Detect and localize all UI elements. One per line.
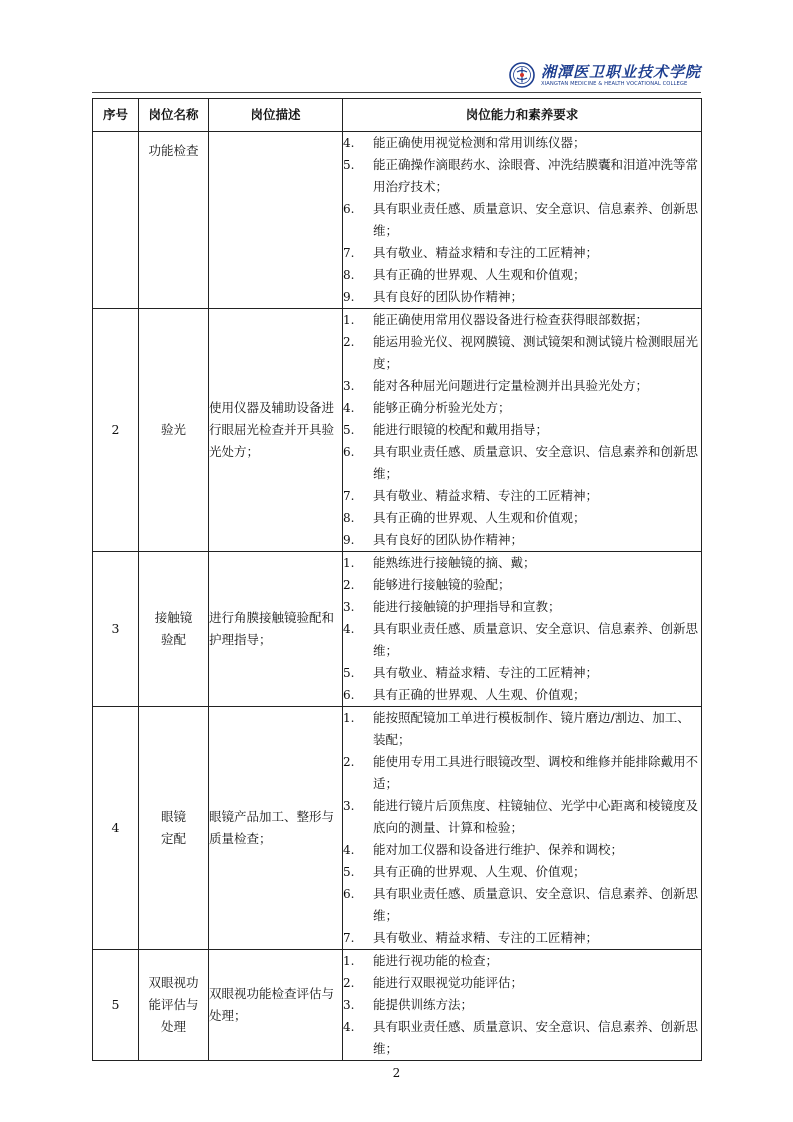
requirement-number: 6.	[343, 887, 355, 901]
page-number: 2	[392, 1066, 401, 1080]
requirement-number: 6.	[343, 445, 355, 459]
requirement-number: 3.	[343, 600, 355, 614]
requirement-number: 2.	[343, 578, 355, 592]
requirement-text: 能够进行接触镜的验配；	[373, 577, 511, 592]
requirement-item	[343, 950, 701, 972]
requirement-item	[343, 927, 701, 949]
requirement-number: 7.	[343, 931, 355, 945]
requirement-item	[343, 529, 701, 551]
job-name-line: 定配	[160, 831, 186, 846]
requirement-text: 具有正确的世界观、人生观和价值观；	[373, 510, 586, 525]
requirement-text: 具有职业责任感、质量意识、安全意识、信息素养和创新思维；	[373, 444, 699, 481]
requirement-text: 具有职业责任感、质量意识、安全意识、信息素养、创新思维；	[373, 201, 699, 238]
job-name-cell	[139, 950, 209, 1061]
row-number: 5	[93, 950, 139, 1061]
requirement-text: 具有正确的世界观、人生观和价值观；	[373, 267, 586, 282]
column-header-number: 序号	[93, 99, 139, 132]
requirement-number: 9.	[343, 533, 355, 547]
requirement-text: 能按照配镜加工单进行模板制作、镜片磨边/割边、加工、装配；	[373, 710, 690, 747]
requirement-item	[343, 264, 701, 286]
job-description-cell	[209, 309, 343, 552]
requirement-text: 能进行镜片后顶焦度、柱镜轴位、光学中心距离和棱镜度及底向的测量、计算和检验；	[373, 798, 699, 835]
requirement-number: 9.	[343, 290, 355, 304]
requirement-number: 3.	[343, 998, 355, 1012]
requirement-item	[343, 375, 701, 397]
requirement-item	[343, 242, 701, 264]
requirement-text: 具有良好的团队协作精神；	[373, 289, 524, 304]
school-logo	[509, 62, 701, 88]
job-name-line: 处理	[160, 1019, 186, 1034]
row-number: 4	[93, 707, 139, 950]
requirement-text: 具有敬业、精益求精、专注的工匠精神；	[373, 665, 599, 680]
job-description-text: 眼镜产品加工、整形与质量检查；	[209, 809, 335, 846]
requirement-item	[343, 618, 701, 662]
requirements-cell	[343, 132, 702, 309]
job-description-text: 双眼视功能检查评估与处理；	[209, 986, 335, 1023]
requirement-item	[343, 795, 701, 839]
column-header-requirements: 岗位能力和素养要求	[343, 99, 702, 132]
requirement-item	[343, 441, 701, 485]
column-header-job-description: 岗位描述	[209, 99, 343, 132]
requirement-text: 具有敬业、精益求精、专注的工匠精神；	[373, 488, 599, 503]
requirements-cell	[343, 950, 702, 1061]
requirements-cell	[343, 309, 702, 552]
requirement-number: 8.	[343, 268, 355, 282]
requirement-item	[343, 994, 701, 1016]
requirement-text: 能进行视功能的检查；	[373, 953, 499, 968]
job-name-cell	[139, 707, 209, 950]
job-requirements-table	[92, 98, 702, 1061]
requirement-number: 2.	[343, 976, 355, 990]
requirement-text: 能对加工仪器和设备进行维护、保养和调校；	[373, 842, 624, 857]
requirement-number: 6.	[343, 688, 355, 702]
requirement-item	[343, 751, 701, 795]
requirements-cell	[343, 707, 702, 950]
requirement-item	[343, 154, 701, 198]
requirement-number: 1.	[343, 711, 355, 725]
requirement-item	[343, 684, 701, 706]
job-description-cell	[209, 707, 343, 950]
requirement-item	[343, 574, 701, 596]
job-name-cell	[139, 552, 209, 707]
requirement-number: 1.	[343, 556, 355, 570]
job-name-line: 功能检查	[148, 143, 199, 158]
requirement-number: 5.	[343, 666, 355, 680]
column-header-job-name: 岗位名称	[139, 99, 209, 132]
requirement-text: 能进行眼镜的校配和戴用指导；	[373, 422, 549, 437]
table-row	[93, 309, 702, 552]
requirement-text: 具有职业责任感、质量意识、安全意识、信息素养、创新思维；	[373, 621, 699, 658]
requirement-text: 能使用专用工具进行眼镜改型、调校和维修并能排除戴用不适；	[373, 754, 699, 791]
requirement-text: 具有职业责任感、质量意识、安全意识、信息素养、创新思维；	[373, 1019, 699, 1056]
job-description-text: 进行角膜接触镜验配和护理指导；	[209, 610, 335, 647]
requirement-item	[343, 331, 701, 375]
requirement-text: 具有正确的世界观、人生观、价值观；	[373, 864, 586, 879]
requirement-number: 5.	[343, 158, 355, 172]
requirement-number: 2.	[343, 755, 355, 769]
requirement-text: 具有良好的团队协作精神；	[373, 532, 524, 547]
requirement-text: 具有正确的世界观、人生观、价值观；	[373, 687, 586, 702]
requirement-text: 能熟练进行接触镜的摘、戴；	[373, 555, 536, 570]
table-header-row	[93, 99, 702, 132]
requirement-text: 具有敬业、精益求精和专注的工匠精神；	[373, 245, 599, 260]
job-description-text: 使用仪器及辅助设备进行眼屈光检查并开具验光处方；	[209, 400, 335, 459]
job-name-line: 验光	[160, 422, 186, 437]
job-name-cell	[139, 132, 209, 309]
job-name-cell	[139, 309, 209, 552]
requirement-number: 4.	[343, 136, 355, 150]
job-name-line: 双眼视功	[148, 975, 199, 990]
requirement-text: 能正确使用常用仪器设备进行检查获得眼部数据；	[373, 312, 649, 327]
requirement-item	[343, 419, 701, 441]
table-row	[93, 707, 702, 950]
requirement-number: 7.	[343, 246, 355, 260]
requirement-text: 能够正确分析验光处方；	[373, 400, 511, 415]
requirement-text: 能正确操作滴眼药水、涂眼膏、冲洗结膜囊和泪道冲洗等常用治疗技术；	[373, 157, 699, 194]
requirement-number: 4.	[343, 401, 355, 415]
row-number	[93, 132, 139, 309]
job-description-cell	[209, 950, 343, 1061]
requirement-number: 5.	[343, 865, 355, 879]
requirement-item	[343, 198, 701, 242]
job-name-line: 眼镜	[160, 809, 186, 824]
requirement-item	[343, 707, 701, 751]
requirement-item	[343, 552, 701, 574]
requirement-item	[343, 883, 701, 927]
requirement-text: 能进行双眼视觉功能评估；	[373, 975, 524, 990]
requirement-number: 3.	[343, 379, 355, 393]
table-row	[93, 552, 702, 707]
requirement-number: 2.	[343, 335, 355, 349]
requirement-text: 能提供训练方法；	[373, 997, 474, 1012]
requirements-cell	[343, 552, 702, 707]
requirement-item	[343, 397, 701, 419]
requirement-number: 4.	[343, 843, 355, 857]
table-row	[93, 132, 702, 309]
school-name-en: XIANGTAN MEDICINE & HEALTH VOCATIONAL COLLEGE	[540, 80, 688, 87]
job-name-line: 接触镜	[154, 610, 193, 625]
school-name-cn: 湘潭医卫职业技术学院	[540, 62, 701, 81]
row-number: 2	[93, 309, 139, 552]
requirement-number: 5.	[343, 423, 355, 437]
requirement-text: 能运用验光仪、视网膜镜、测试镜架和测试镜片检测眼屈光度；	[373, 334, 699, 371]
job-description-cell	[209, 132, 343, 309]
job-name-line: 验配	[160, 632, 186, 647]
requirement-item	[343, 309, 701, 331]
requirement-item	[343, 839, 701, 861]
requirement-number: 1.	[343, 313, 355, 327]
requirement-item	[343, 596, 701, 618]
requirement-text: 能对各种屈光问题进行定量检测并出具验光处方；	[373, 378, 649, 393]
requirement-number: 3.	[343, 799, 355, 813]
requirement-item	[343, 485, 701, 507]
requirement-number: 7.	[343, 489, 355, 503]
job-name-line: 能评估与	[148, 997, 199, 1012]
header-divider	[92, 92, 701, 93]
table-row	[93, 950, 702, 1061]
requirement-item	[343, 1016, 701, 1060]
requirement-item	[343, 861, 701, 883]
row-number: 3	[93, 552, 139, 707]
requirement-item	[343, 132, 701, 154]
requirement-item	[343, 972, 701, 994]
requirement-item	[343, 662, 701, 684]
job-description-cell	[209, 552, 343, 707]
requirement-number: 4.	[343, 622, 355, 636]
requirement-item	[343, 286, 701, 308]
school-emblem-icon	[509, 62, 535, 88]
requirement-number: 8.	[343, 511, 355, 525]
requirement-item	[343, 507, 701, 529]
requirement-text: 具有职业责任感、质量意识、安全意识、信息素养、创新思维；	[373, 886, 699, 923]
requirement-text: 具有敬业、精益求精、专注的工匠精神；	[373, 930, 599, 945]
requirement-number: 6.	[343, 202, 355, 216]
requirement-text: 能正确使用视觉检测和常用训练仪器；	[373, 135, 586, 150]
requirement-number: 4.	[343, 1020, 355, 1034]
requirement-number: 1.	[343, 954, 355, 968]
requirement-text: 能进行接触镜的护理指导和宣教；	[373, 599, 561, 614]
